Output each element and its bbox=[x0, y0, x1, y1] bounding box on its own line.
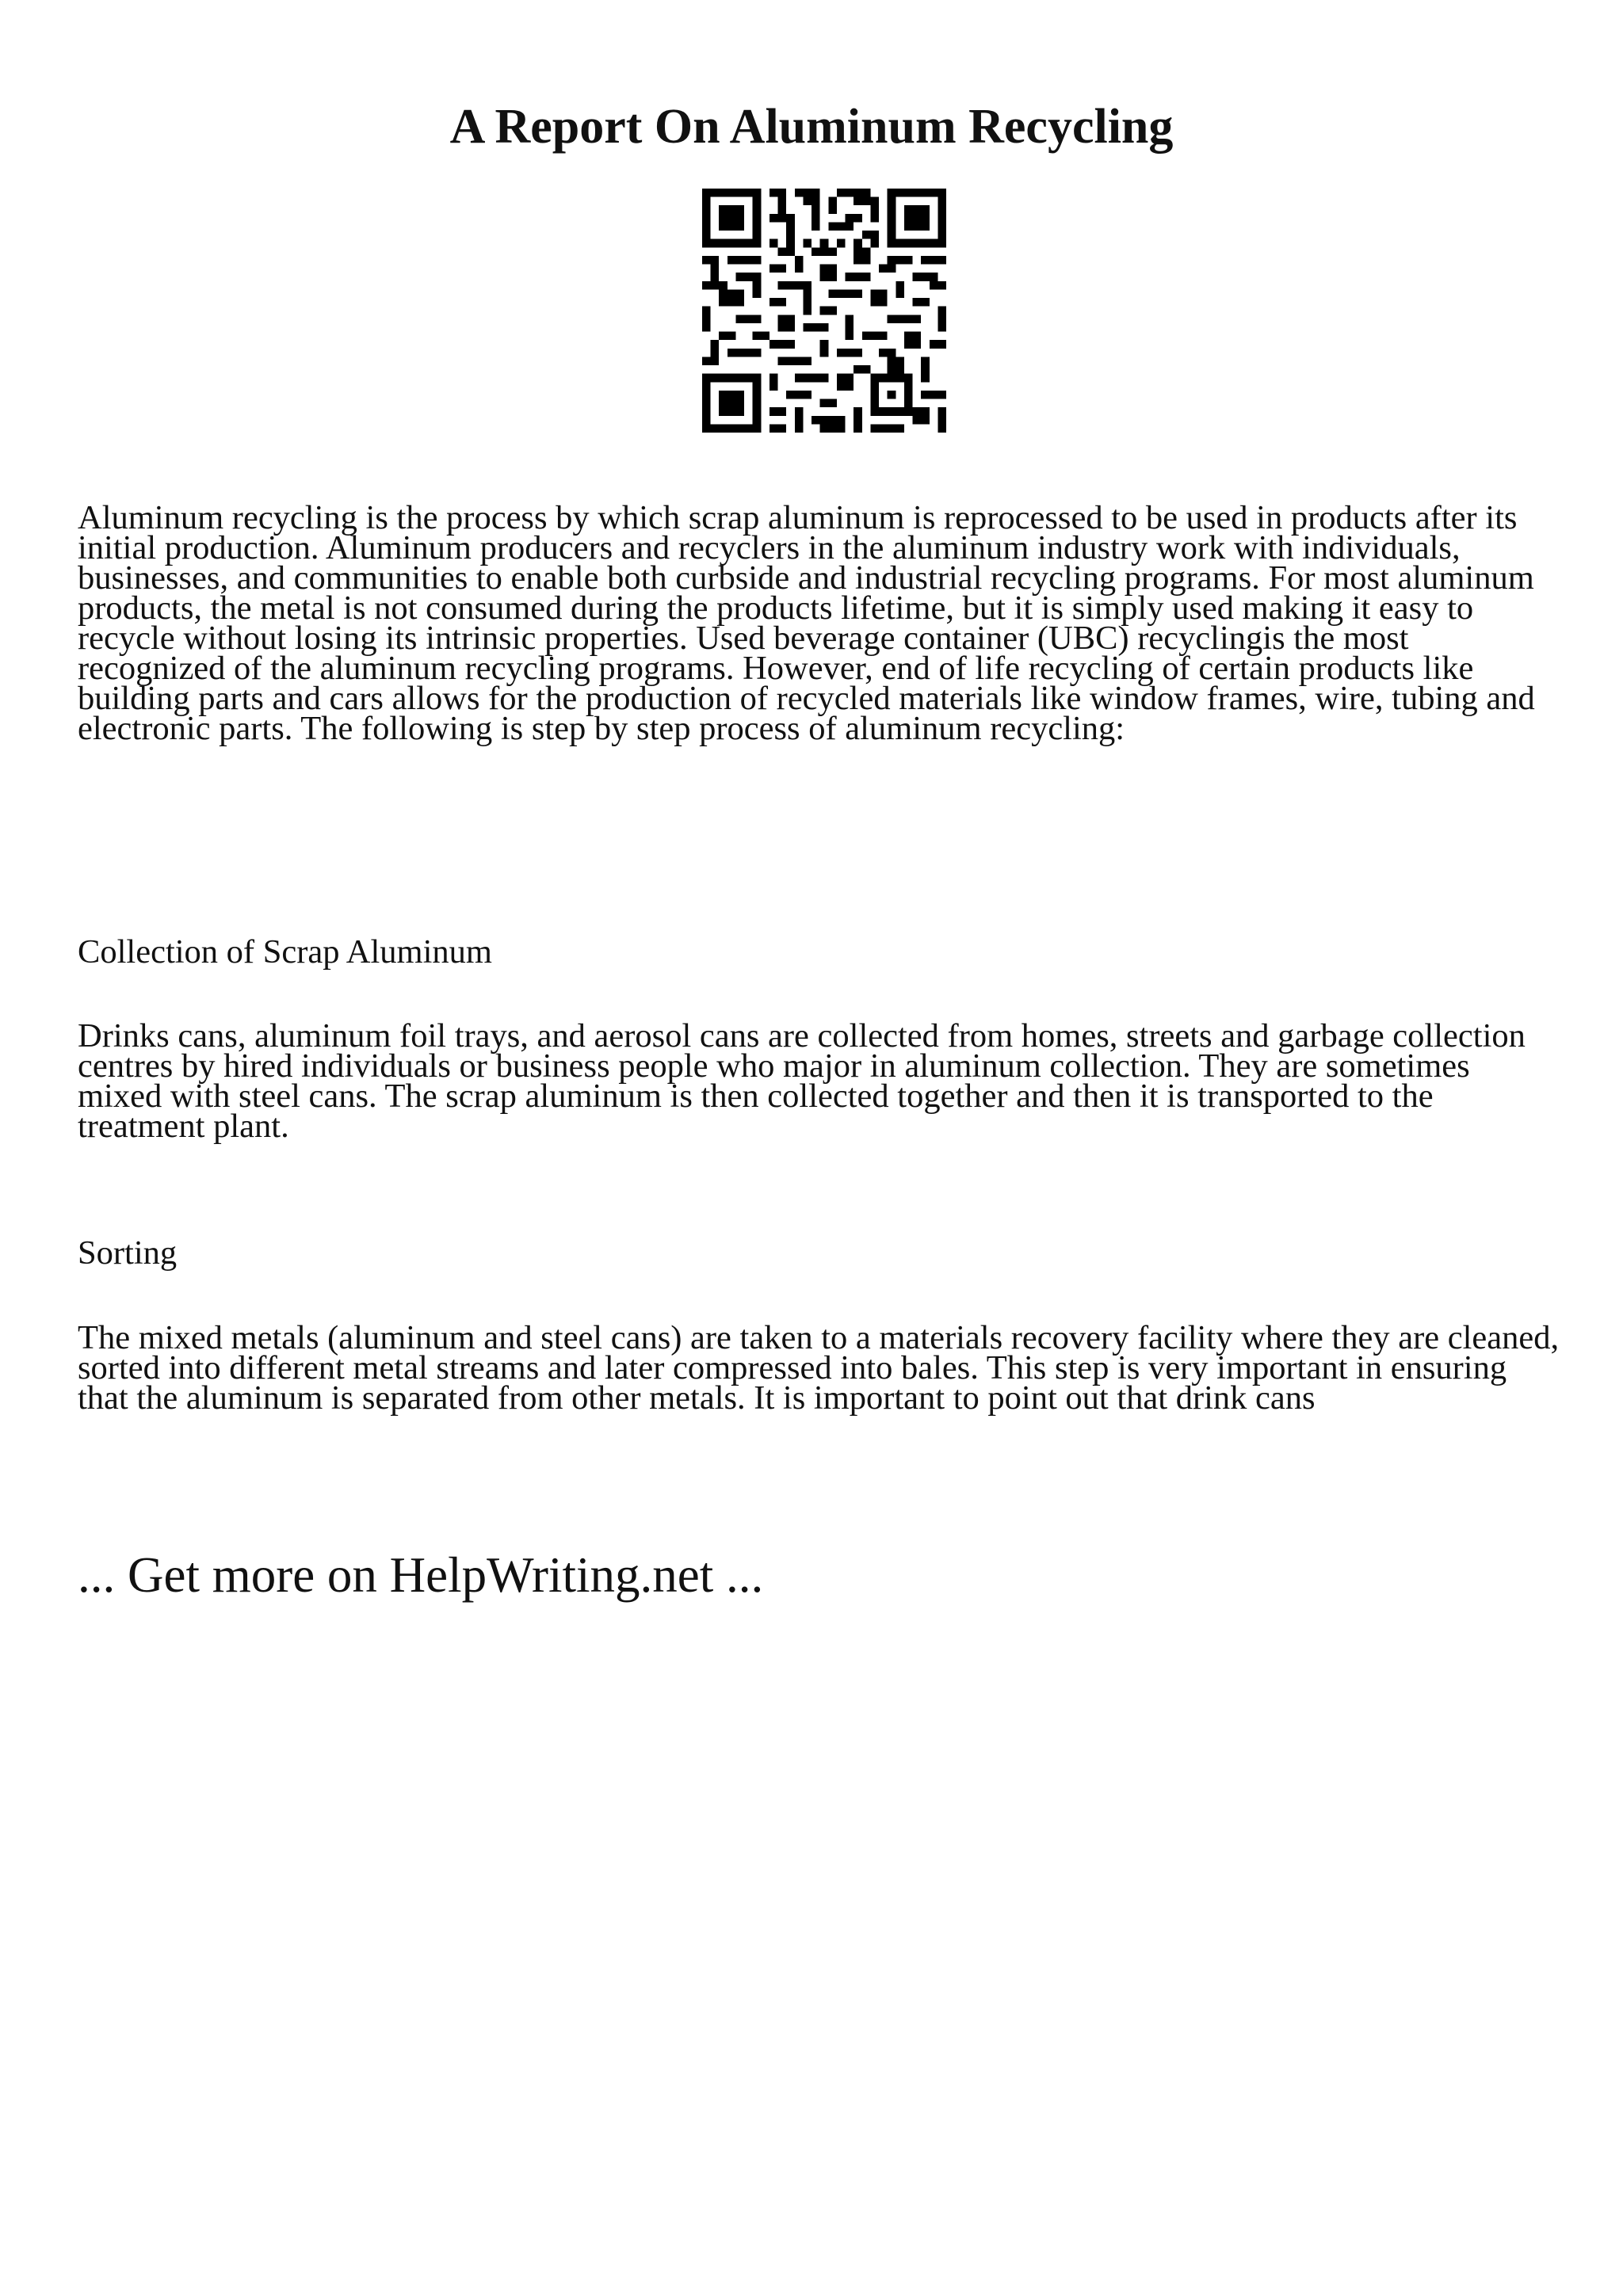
qr-code-icon bbox=[702, 189, 946, 433]
intro-paragraph: Aluminum recycling is the process by which scrap aluminum is reprocessed to be used in products after its initial production. Aluminum producers and recyclers in the aluminum industry work with individuals, businesses, and communities to enable both curbside and industrial recycling programs. For most aluminum products, the metal is not consumed during the products lifetime, but it is simply used making it easy to recycle without losing its intrinsic properties. Used beverage container (UBC) recyclingis the most recognized of the aluminum recycling programs. However, end of life recycling of certain products like building parts and cars allows for the production of recycled materials like window frames, wire, tubing and electronic parts. The following is step by step process of aluminum recycling: bbox=[78, 499, 1535, 747]
sorting-paragraph: The mixed metals (aluminum and steel cans) are taken to a materials recovery facility where they are cleaned, sorted into different metal streams and later compressed into bales. This step is very important in ensuring that the aluminum is separated from other metals. It is important to point out that drink cans bbox=[78, 1319, 1560, 1417]
get-more-link[interactable]: ... Get more on HelpWriting.net ... bbox=[78, 1547, 764, 1603]
section-heading-sorting: Sorting bbox=[78, 1234, 178, 1272]
section-heading-collection: Collection of Scrap Aluminum bbox=[78, 933, 492, 971]
collection-paragraph: Drinks cans, aluminum foil trays, and aerosol cans are collected from homes, streets and garbage collection centres by hired individuals or business people who major in aluminum collection. They are sometimes mixed with steel cans. The scrap aluminum is then collected together and then it is transported to the treatment plant. bbox=[78, 1017, 1526, 1145]
page-title: A Report On Aluminum Recycling bbox=[449, 100, 1174, 154]
